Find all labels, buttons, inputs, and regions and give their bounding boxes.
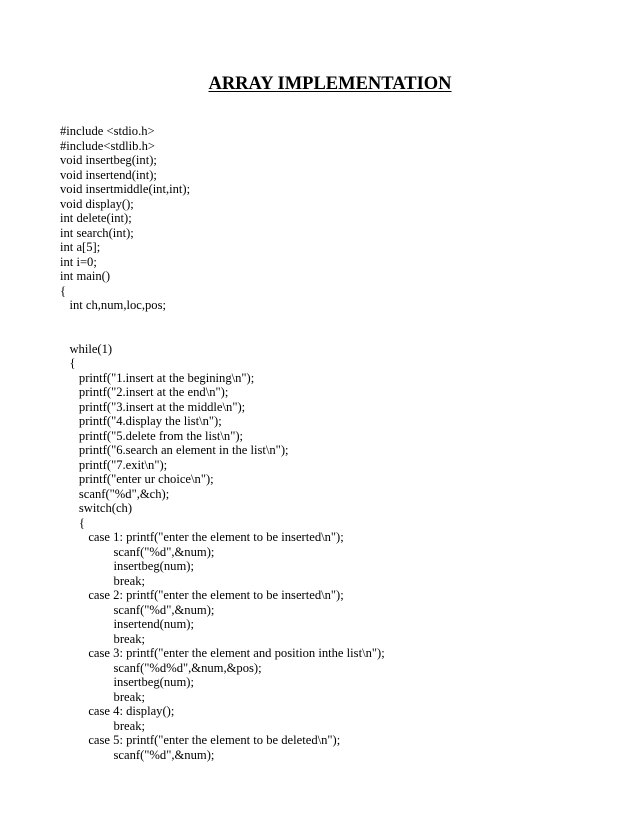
code-line: case 5: printf("enter the element to be deleted\n");: [60, 733, 341, 747]
code-line: printf("5.delete from the list\n");: [60, 428, 244, 443]
code-line: void insertbeg(int);: [60, 153, 157, 167]
document-title: ARRAY IMPLEMENTATION: [208, 74, 452, 94]
code-line: void insertmiddle(int,int);: [60, 182, 191, 196]
code-line: printf("6.search an element in the list\n");: [60, 443, 289, 457]
code-line: [60, 327, 620, 342]
code-line: void display();: [60, 196, 134, 211]
code-line: #include <stdio.h>: [60, 124, 155, 138]
code-line: insertend(num);: [60, 617, 194, 631]
code-line: int a[5];: [60, 240, 101, 254]
code-line: break;: [60, 573, 145, 588]
code-line: case 2: printf("enter the element to be inserted\n");: [60, 588, 344, 602]
code-line: int i=0;: [60, 254, 97, 269]
code-line: switch(ch): [60, 501, 133, 515]
code-line: insertbeg(num);: [60, 675, 194, 689]
code-line: printf("4.display the list\n");: [60, 414, 222, 428]
code-line: insertbeg(num);: [60, 559, 194, 573]
code-line: printf("1.insert at the begining\n");: [60, 370, 255, 385]
code-line: case 4: display();: [60, 704, 175, 718]
code-line: break;: [60, 718, 145, 733]
code-listing: [60, 124, 620, 762]
code-line: scanf("%d",&ch);: [60, 486, 170, 501]
code-line: #include<stdlib.h>: [60, 138, 156, 153]
code-line: scanf("%d",&num);: [60, 747, 215, 762]
code-line: int delete(int);: [60, 211, 132, 225]
code-line: {: [60, 283, 67, 298]
code-line: [60, 313, 620, 328]
code-line: {: [60, 515, 85, 530]
code-line: printf("2.insert at the end\n");: [60, 385, 229, 399]
code-line: int search(int);: [60, 225, 134, 240]
code-line: case 3: printf("enter the element and position inthe list\n");: [60, 646, 385, 660]
code-line: scanf("%d%d",&num,&pos);: [60, 660, 262, 675]
code-line: break;: [60, 631, 145, 646]
code-line: void insertend(int);: [60, 167, 157, 182]
code-line: int main(): [60, 269, 111, 283]
code-line: {: [60, 356, 76, 370]
code-line: printf("3.insert at the middle\n");: [60, 399, 246, 414]
code-line: break;: [60, 689, 145, 704]
code-line: scanf("%d",&num);: [60, 602, 215, 617]
code-line: printf("enter ur choice\n");: [60, 472, 214, 486]
code-line: int ch,num,loc,pos;: [60, 298, 166, 312]
code-line: while(1): [60, 341, 113, 356]
code-line: printf("7.exit\n");: [60, 457, 168, 472]
code-line: case 1: printf("enter the element to be inserted\n");: [60, 530, 344, 544]
code-line: scanf("%d",&num);: [60, 544, 215, 559]
